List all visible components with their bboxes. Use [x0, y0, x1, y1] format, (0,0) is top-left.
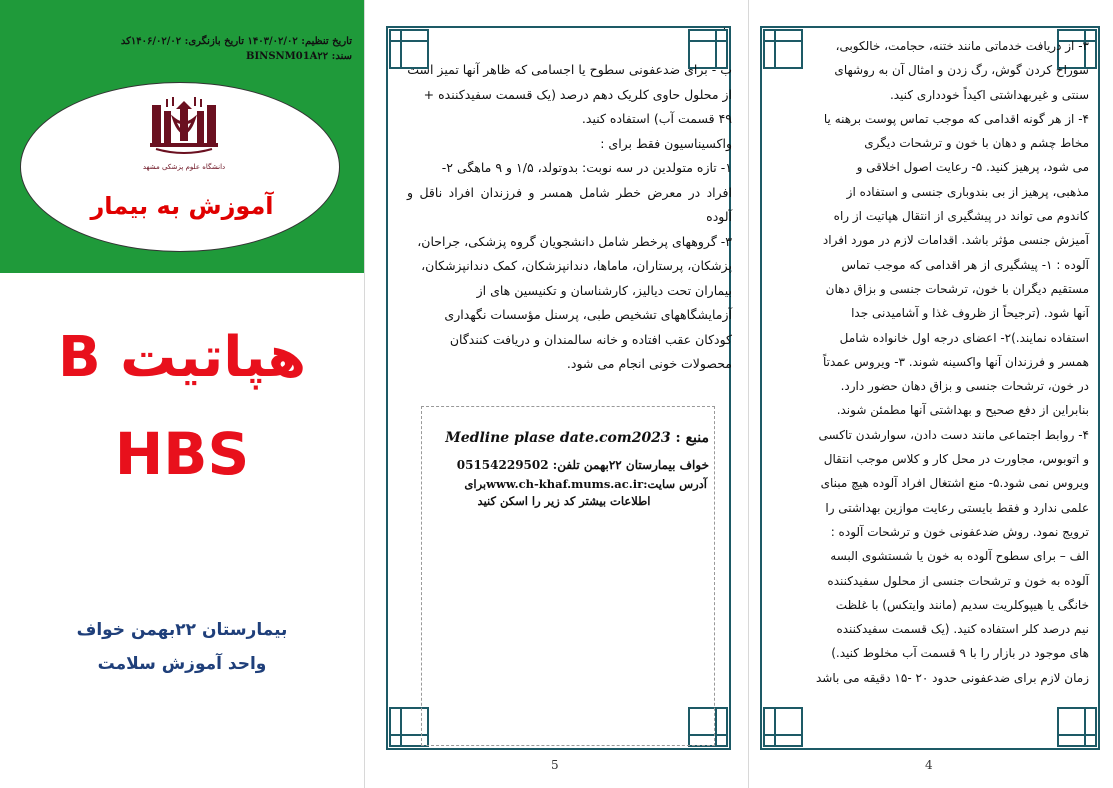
text-line: ۱- تازه متولدین در سه نوبت: بدوتولد، ۱/۵ و ۹ ماهگی ۲- — [441, 160, 732, 175]
text-line: بیماران تحت دیالیز، کارشناسان و تکنیسین های از — [476, 282, 732, 298]
health-education-unit: واحد آموزش سلامت — [97, 654, 267, 674]
text-line: و اتوبوس، مجاورت در محل کار و کلاس موجب انتقال — [823, 452, 1089, 467]
text-line: واکسیناسیون فقط برای : — [600, 135, 732, 151]
source-box — [421, 406, 715, 746]
text-line: پزشکان، پرستاران، ماماها، دندانپزشکان، کمک دندانپزشکان، — [421, 258, 732, 273]
text-line: ب - برای ضدعفونی سطوح یا اجسامی که ظاهر آنها تمیز است — [407, 62, 732, 77]
text-line: می شود، پرهیز کنید. ۵- رعایت اصول اخلاقی و — [856, 160, 1089, 175]
text-line: آلوده به خون و ترشحات جنسی از محلول سفیدکننده — [827, 573, 1089, 588]
page-number: 4 — [925, 758, 933, 772]
page-4-panel — [749, 0, 1113, 788]
corner-ornament-icon — [1057, 707, 1097, 747]
hbs-title: HBS — [114, 420, 250, 488]
text-line: آلوده : ۱- پیشگیری از هر اقدامی که موجب تماس — [841, 257, 1089, 272]
text-line: ۴۹ قسمت آب) استفاده کنید. — [581, 111, 732, 126]
text-line: سوراخ کردن گوش، رگ زدن و امثال آن به روشهای — [834, 63, 1089, 78]
text-line: در خون، ترشحات جنسی و بزاق دهان حضور دارد. — [840, 379, 1089, 394]
text-line: علمی ندارد و فقط بایستی رعایت موازین بهداشتی را — [825, 500, 1089, 515]
text-line: از محلول حاوی کلریک دهم درصد (یک قسمت سفیدکننده + — [423, 86, 732, 102]
text-line: آزمایشگاههای تشخیص طبی، پرسنل مؤسسات نگهداری — [444, 307, 732, 322]
text-line: سنتی و غیربهداشتی اکیداً خودداری کنید. — [889, 87, 1089, 102]
text-line: محصولات خونی انجام می شود. — [566, 356, 732, 371]
text-line: کودکان عقب افتاده و خانه سالمندان و دریافت کنندگان — [449, 331, 732, 347]
text-line: ۴- از هر گونه اقدامی که موجب تماس پوست برهنه یا — [823, 111, 1089, 126]
page-4-body-text — [789, 34, 1089, 690]
text-line: استفاده نمایند.)۲- اعضای درجه اول خانواده شامل — [839, 330, 1089, 345]
scan-instruction: اطلاعات بیشتر کد زیر را اسکن کنید — [477, 494, 651, 508]
page-mark: ٠ — [722, 24, 727, 34]
text-line: آمیزش جنسی مؤثر باشد. اقدامات لازم در مورد افراد — [822, 233, 1089, 248]
cover-panel — [0, 0, 365, 788]
meta-code: سند: BINSNM01A۲۲ — [246, 51, 352, 62]
hepatitis-b-title: هپاتیت B — [57, 325, 307, 390]
text-line: همسر و فرزندان آنها واکسینه شوند. ۳- ویروس عمدتاً — [822, 354, 1089, 369]
source-line — [421, 430, 709, 446]
text-line: های موجود در بازار را با ۹ قسمت آب مخلوط کنید.) — [831, 646, 1089, 661]
text-line: مستقیم دیگران با خون، ترشحات جنسی و بزاق دهان — [825, 281, 1089, 296]
text-line: نیم درصد کلر استفاده کنید. (یک قسمت سفیدکننده — [836, 622, 1089, 637]
website-address[interactable]: آدرس سایت:www.ch-khaf.mums.ac.irبرای — [464, 477, 707, 491]
text-line: ۳- از دریافت خدماتی مانند ختنه، حجامت، خالکوبی، — [835, 39, 1089, 53]
text-line: خانگی یا هیپوکلریت سدیم (مانند وایتکس) با غلظت — [835, 597, 1089, 612]
page-number: 5 — [551, 758, 559, 772]
meta-dates: تاریخ تنظیم: ۱۴۰۳/۰۲/۰۲ تاریخ بازنگری: ۱۴۰۶/۰۲/۰۲کد — [120, 36, 352, 47]
text-line: مذهبی، پرهیز از بی بندوباری جنسی و استفاده از — [846, 184, 1089, 199]
corner-ornament-icon — [763, 707, 803, 747]
text-line: بنابراین از دفع صحیح و بهداشتی آنها مطمئن شوند. — [836, 403, 1089, 418]
source-label: منبع : — [675, 430, 709, 446]
text-line: کاندوم می تواند در پیشگیری از انتقال هپاتیت از راه — [833, 209, 1089, 224]
text-line: افراد در معرض خطر شامل همسر و فرزندان افراد ناقل و آلوده — [407, 184, 732, 224]
text-line: الف – برای سطوح آلوده به خون یا شستشوی البسه — [830, 549, 1089, 564]
document-meta — [121, 34, 352, 64]
university-logo-icon — [150, 97, 218, 161]
patient-education-title: آموزش به بیمار — [90, 192, 274, 220]
text-line: زمان لازم برای ضدعفونی حدود ۲۰ -۱۵ دقیقه می باشد — [815, 670, 1089, 685]
source-value: Medline plase date.com2023 — [445, 430, 671, 446]
text-line: آنها شود. (ترجیحاً از ظروف غذا و آشامیدنی جدا — [851, 306, 1089, 321]
logo-caption: دانشگاه علوم پزشکی مشهد — [142, 163, 226, 171]
hospital-contact: خواف بیمارستان ۲۲بهمن تلفن: 05154229502 — [456, 458, 709, 472]
text-line: ویروس نمی شود.۵- منع اشتغال افراد آلوده هیچ مبنای — [820, 476, 1089, 491]
hospital-name: بیمارستان ۲۲بهمن خواف — [76, 620, 288, 640]
text-line: مخاط چشم و دهان با خون و ترشحات دیگری — [864, 136, 1089, 151]
text-line: ترویج نمود. روش ضدعفونی خون و ترشحات آلوده : — [830, 524, 1089, 539]
page-5-body-text — [407, 58, 732, 377]
text-line: ۳- گروههای پرخطر شامل دانشجویان گروه پزشکی، جراحان، — [417, 233, 732, 249]
text-line: ۴- روابط اجتماعی مانند دست دادن، سوارشدن تاکسی — [818, 427, 1089, 442]
